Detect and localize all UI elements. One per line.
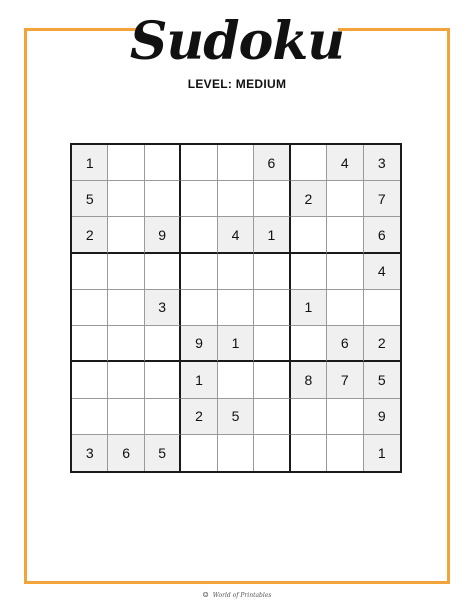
sudoku-cell[interactable] [108,362,144,398]
sudoku-cell[interactable] [72,326,108,362]
sudoku-cell[interactable] [254,362,290,398]
sudoku-cell[interactable]: 1 [364,435,400,471]
sudoku-cell[interactable] [181,290,217,326]
footer-credit-text: World of Printables [212,592,272,599]
frame-left [24,28,27,584]
sudoku-cell[interactable]: 5 [218,399,254,435]
sudoku-cell[interactable] [364,290,400,326]
sudoku-cell[interactable]: 6 [364,217,400,253]
sudoku-cell[interactable] [327,181,363,217]
sudoku-cell[interactable] [291,145,327,181]
footer-credit [0,591,474,599]
sudoku-cell[interactable]: 3 [145,290,181,326]
sudoku-cell[interactable] [291,399,327,435]
sudoku-grid [70,143,402,473]
sudoku-cell[interactable] [181,181,217,217]
sudoku-cell[interactable]: 1 [291,290,327,326]
sudoku-cell[interactable]: 4 [327,145,363,181]
sudoku-cell[interactable] [218,181,254,217]
sudoku-cell[interactable]: 2 [181,399,217,435]
sudoku-cell[interactable] [181,254,217,290]
sudoku-cell[interactable] [254,290,290,326]
sudoku-cell[interactable] [327,254,363,290]
sudoku-cell[interactable] [254,254,290,290]
sudoku-cell[interactable]: 1 [72,145,108,181]
sudoku-cell[interactable] [291,435,327,471]
sudoku-cell[interactable] [291,254,327,290]
sudoku-cell[interactable] [291,326,327,362]
sudoku-cell[interactable] [108,145,144,181]
sudoku-cell[interactable] [218,290,254,326]
sudoku-cell[interactable] [145,254,181,290]
sudoku-cell[interactable]: 2 [72,217,108,253]
sudoku-cell[interactable]: 7 [327,362,363,398]
sudoku-cell[interactable]: 3 [364,145,400,181]
sudoku-cell[interactable] [145,145,181,181]
sudoku-cell[interactable]: 2 [364,326,400,362]
frame-bottom [24,581,450,584]
sudoku-cell[interactable]: 9 [364,399,400,435]
sudoku-cell[interactable] [218,362,254,398]
sudoku-cell[interactable]: 5 [72,181,108,217]
sudoku-cell[interactable]: 9 [145,217,181,253]
sudoku-cell[interactable]: 6 [327,326,363,362]
sudoku-cell[interactable] [327,435,363,471]
sudoku-cell[interactable] [108,181,144,217]
sudoku-cell[interactable] [327,217,363,253]
sudoku-cell[interactable] [181,435,217,471]
sudoku-cell[interactable] [72,254,108,290]
sudoku-cell[interactable] [181,145,217,181]
sudoku-cell[interactable] [254,435,290,471]
sudoku-cell[interactable] [72,362,108,398]
sudoku-cell[interactable] [327,399,363,435]
sudoku-cell[interactable] [108,326,144,362]
sudoku-cell[interactable]: 4 [364,254,400,290]
sudoku-cell[interactable] [108,217,144,253]
sudoku-cell[interactable] [181,217,217,253]
sudoku-cell[interactable]: 2 [291,181,327,217]
page-title: Sudoku [129,11,345,72]
sudoku-cell[interactable] [145,399,181,435]
sudoku-cell[interactable]: 5 [145,435,181,471]
sudoku-cell[interactable]: 8 [291,362,327,398]
sudoku-cell[interactable]: 1 [254,217,290,253]
sudoku-cell[interactable] [291,217,327,253]
sudoku-cell[interactable]: 4 [218,217,254,253]
sudoku-cell[interactable]: 1 [181,362,217,398]
sudoku-cell[interactable] [108,399,144,435]
sudoku-cell[interactable] [145,362,181,398]
sudoku-cell[interactable] [218,145,254,181]
sudoku-cell[interactable]: 6 [254,145,290,181]
sudoku-cell[interactable] [254,181,290,217]
sudoku-cell[interactable] [72,290,108,326]
sudoku-cell[interactable] [218,254,254,290]
sudoku-cell[interactable] [108,290,144,326]
frame-right [447,28,450,584]
sudoku-cell[interactable] [254,399,290,435]
smiley-icon: ☺ [202,591,209,599]
sudoku-cell[interactable]: 1 [218,326,254,362]
sudoku-cell[interactable]: 6 [108,435,144,471]
sudoku-cell[interactable] [327,290,363,326]
sudoku-cell[interactable]: 3 [72,435,108,471]
sudoku-cell[interactable]: 5 [364,362,400,398]
sudoku-cell[interactable]: 7 [364,181,400,217]
sudoku-cell[interactable]: 9 [181,326,217,362]
difficulty-level: LEVEL: MEDIUM [187,77,287,91]
sudoku-cell[interactable] [145,326,181,362]
sudoku-cell[interactable] [218,435,254,471]
sudoku-cell[interactable] [145,181,181,217]
sudoku-cell[interactable] [108,254,144,290]
sudoku-cell[interactable] [254,326,290,362]
sudoku-cell[interactable] [72,399,108,435]
